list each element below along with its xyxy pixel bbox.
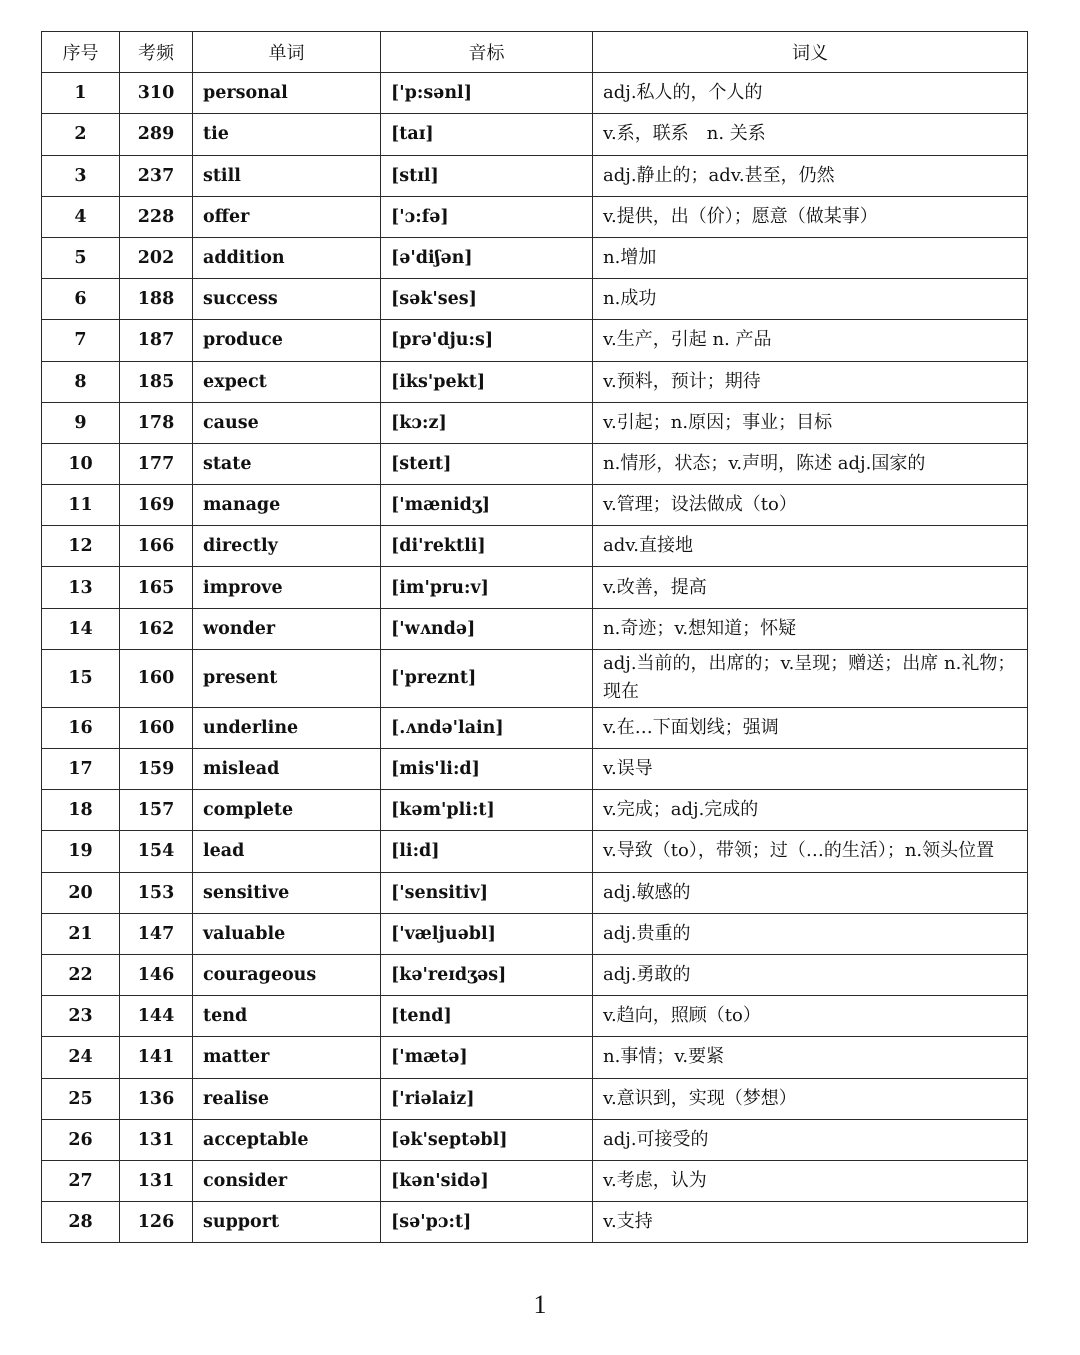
row-meaning: v.完成；adj.完成的 xyxy=(593,790,1028,831)
row-phonetic: [taɪ] xyxy=(381,114,593,155)
row-index: 14 xyxy=(42,608,120,649)
table-row xyxy=(42,567,1028,608)
row-phonetic: [kɔ:z] xyxy=(381,402,593,443)
table-row xyxy=(42,320,1028,361)
row-phonetic: ['væljuəbl] xyxy=(381,913,593,954)
row-index: 8 xyxy=(42,361,120,402)
row-word: tend xyxy=(193,996,381,1037)
row-meaning: v.趋向，照顾（to） xyxy=(593,996,1028,1037)
table-row xyxy=(42,649,1028,707)
row-frequency: 153 xyxy=(120,872,193,913)
row-frequency: 146 xyxy=(120,954,193,995)
table-row xyxy=(42,872,1028,913)
header-index: 序号 xyxy=(42,32,120,73)
row-word: expect xyxy=(193,361,381,402)
row-frequency: 160 xyxy=(120,707,193,748)
row-index: 24 xyxy=(42,1037,120,1078)
row-index: 28 xyxy=(42,1202,120,1243)
row-meaning: adj.当前的，出席的；v.呈现；赠送；出席 n.礼物；现在 xyxy=(593,649,1028,707)
row-word: state xyxy=(193,443,381,484)
row-frequency: 141 xyxy=(120,1037,193,1078)
row-frequency: 162 xyxy=(120,608,193,649)
row-word: courageous xyxy=(193,954,381,995)
row-index: 5 xyxy=(42,237,120,278)
row-frequency: 126 xyxy=(120,1202,193,1243)
row-meaning: v.误导 xyxy=(593,749,1028,790)
row-word: offer xyxy=(193,196,381,237)
row-index: 23 xyxy=(42,996,120,1037)
row-meaning: v.管理；设法做成（to） xyxy=(593,485,1028,526)
row-word: valuable xyxy=(193,913,381,954)
row-index: 21 xyxy=(42,913,120,954)
row-index: 4 xyxy=(42,196,120,237)
row-phonetic: [tend] xyxy=(381,996,593,1037)
table-row xyxy=(42,790,1028,831)
row-meaning: adj.勇敢的 xyxy=(593,954,1028,995)
row-index: 10 xyxy=(42,443,120,484)
row-index: 9 xyxy=(42,402,120,443)
row-phonetic: ['sensitiv] xyxy=(381,872,593,913)
table-row xyxy=(42,279,1028,320)
row-frequency: 237 xyxy=(120,155,193,196)
row-word: cause xyxy=(193,402,381,443)
row-phonetic: ['p:sənl] xyxy=(381,73,593,114)
table-row xyxy=(42,485,1028,526)
header-frequency: 考频 xyxy=(120,32,193,73)
table-row xyxy=(42,1078,1028,1119)
row-index: 19 xyxy=(42,831,120,872)
row-meaning: adj.私人的，个人的 xyxy=(593,73,1028,114)
row-word: support xyxy=(193,1202,381,1243)
header-meaning: 词义 xyxy=(593,32,1028,73)
row-meaning: adj.静止的；adv.甚至，仍然 xyxy=(593,155,1028,196)
table-row xyxy=(42,443,1028,484)
row-meaning: adj.可接受的 xyxy=(593,1119,1028,1160)
table-row xyxy=(42,954,1028,995)
row-phonetic: [ə'diʃən] xyxy=(381,237,593,278)
row-meaning: v.系，联系 n. 关系 xyxy=(593,114,1028,155)
row-index: 6 xyxy=(42,279,120,320)
row-phonetic: [mis'li:d] xyxy=(381,749,593,790)
row-word: lead xyxy=(193,831,381,872)
row-word: acceptable xyxy=(193,1119,381,1160)
row-meaning: adj.敏感的 xyxy=(593,872,1028,913)
row-word: underline xyxy=(193,707,381,748)
row-phonetic: ['wʌndə] xyxy=(381,608,593,649)
row-phonetic: ['preznt] xyxy=(381,649,593,707)
row-phonetic: [kəm'pli:t] xyxy=(381,790,593,831)
row-index: 3 xyxy=(42,155,120,196)
row-index: 20 xyxy=(42,872,120,913)
row-meaning: n.增加 xyxy=(593,237,1028,278)
row-meaning: v.提供，出（价）；愿意（做某事） xyxy=(593,196,1028,237)
table-row xyxy=(42,996,1028,1037)
row-phonetic: ['ɔ:fə] xyxy=(381,196,593,237)
row-index: 2 xyxy=(42,114,120,155)
vocabulary-table xyxy=(41,31,1028,1243)
table-body xyxy=(42,73,1028,1243)
row-word: present xyxy=(193,649,381,707)
row-word: addition xyxy=(193,237,381,278)
row-index: 7 xyxy=(42,320,120,361)
row-index: 17 xyxy=(42,749,120,790)
row-frequency: 187 xyxy=(120,320,193,361)
row-frequency: 166 xyxy=(120,526,193,567)
row-frequency: 159 xyxy=(120,749,193,790)
row-word: mislead xyxy=(193,749,381,790)
header-row xyxy=(42,32,1028,73)
row-meaning: v.意识到，实现（梦想） xyxy=(593,1078,1028,1119)
row-index: 11 xyxy=(42,485,120,526)
header-word: 单词 xyxy=(193,32,381,73)
table-row xyxy=(42,831,1028,872)
row-meaning: v.预料，预计；期待 xyxy=(593,361,1028,402)
row-word: complete xyxy=(193,790,381,831)
row-word: success xyxy=(193,279,381,320)
row-phonetic: [iks'pekt] xyxy=(381,361,593,402)
row-frequency: 188 xyxy=(120,279,193,320)
row-meaning: v.导致（to），带领；过（…的生活）；n.领头位置 xyxy=(593,831,1028,872)
row-word: improve xyxy=(193,567,381,608)
table-row xyxy=(42,1119,1028,1160)
row-frequency: 157 xyxy=(120,790,193,831)
table-row xyxy=(42,1160,1028,1201)
table-row xyxy=(42,707,1028,748)
row-phonetic: [kə'reɪdʒəs] xyxy=(381,954,593,995)
row-index: 1 xyxy=(42,73,120,114)
table-row xyxy=(42,608,1028,649)
row-meaning: v.改善，提高 xyxy=(593,567,1028,608)
row-phonetic: [im'pru:v] xyxy=(381,567,593,608)
row-index: 18 xyxy=(42,790,120,831)
table-row xyxy=(42,237,1028,278)
row-index: 15 xyxy=(42,649,120,707)
row-phonetic: [di'rektli] xyxy=(381,526,593,567)
row-phonetic: [prə'dju:s] xyxy=(381,320,593,361)
row-frequency: 169 xyxy=(120,485,193,526)
row-frequency: 160 xyxy=(120,649,193,707)
row-word: directly xyxy=(193,526,381,567)
table-row xyxy=(42,114,1028,155)
row-frequency: 178 xyxy=(120,402,193,443)
row-index: 12 xyxy=(42,526,120,567)
table-row xyxy=(42,196,1028,237)
row-frequency: 131 xyxy=(120,1119,193,1160)
row-index: 27 xyxy=(42,1160,120,1201)
row-frequency: 165 xyxy=(120,567,193,608)
table-row xyxy=(42,1202,1028,1243)
row-phonetic: [.ʌndə'lain] xyxy=(381,707,593,748)
row-frequency: 310 xyxy=(120,73,193,114)
row-word: produce xyxy=(193,320,381,361)
row-phonetic: ['mænidʒ] xyxy=(381,485,593,526)
row-meaning: adv.直接地 xyxy=(593,526,1028,567)
table-row xyxy=(42,913,1028,954)
row-frequency: 147 xyxy=(120,913,193,954)
row-meaning: n.奇迹；v.想知道；怀疑 xyxy=(593,608,1028,649)
row-phonetic: [stɪl] xyxy=(381,155,593,196)
row-word: consider xyxy=(193,1160,381,1201)
row-phonetic: ['riəlaiz] xyxy=(381,1078,593,1119)
row-phonetic: [steɪt] xyxy=(381,443,593,484)
row-phonetic: ['mætə] xyxy=(381,1037,593,1078)
row-frequency: 131 xyxy=(120,1160,193,1201)
row-index: 13 xyxy=(42,567,120,608)
row-frequency: 144 xyxy=(120,996,193,1037)
row-phonetic: [ək'septəbl] xyxy=(381,1119,593,1160)
row-frequency: 177 xyxy=(120,443,193,484)
row-word: tie xyxy=(193,114,381,155)
row-frequency: 289 xyxy=(120,114,193,155)
table-row xyxy=(42,402,1028,443)
row-phonetic: [kən'sidə] xyxy=(381,1160,593,1201)
table-row xyxy=(42,73,1028,114)
row-meaning: v.支持 xyxy=(593,1202,1028,1243)
row-meaning: v.在…下面划线；强调 xyxy=(593,707,1028,748)
row-meaning: n.事情；v.要紧 xyxy=(593,1037,1028,1078)
row-meaning: n.成功 xyxy=(593,279,1028,320)
table-row xyxy=(42,155,1028,196)
row-frequency: 185 xyxy=(120,361,193,402)
row-meaning: adj.贵重的 xyxy=(593,913,1028,954)
row-word: realise xyxy=(193,1078,381,1119)
row-meaning: v.生产，引起 n. 产品 xyxy=(593,320,1028,361)
row-meaning: n.情形，状态；v.声明，陈述 adj.国家的 xyxy=(593,443,1028,484)
row-frequency: 202 xyxy=(120,237,193,278)
page-number: 1 xyxy=(533,1290,547,1319)
table-row xyxy=(42,1037,1028,1078)
row-frequency: 228 xyxy=(120,196,193,237)
row-phonetic: [sə'pɔ:t] xyxy=(381,1202,593,1243)
row-phonetic: [sək'ses] xyxy=(381,279,593,320)
row-phonetic: [li:d] xyxy=(381,831,593,872)
table-row xyxy=(42,749,1028,790)
row-index: 25 xyxy=(42,1078,120,1119)
row-meaning: v.引起；n.原因；事业；目标 xyxy=(593,402,1028,443)
row-word: wonder xyxy=(193,608,381,649)
row-index: 26 xyxy=(42,1119,120,1160)
row-word: still xyxy=(193,155,381,196)
row-frequency: 154 xyxy=(120,831,193,872)
row-frequency: 136 xyxy=(120,1078,193,1119)
row-meaning: v.考虑，认为 xyxy=(593,1160,1028,1201)
table-row xyxy=(42,526,1028,567)
row-index: 16 xyxy=(42,707,120,748)
row-word: sensitive xyxy=(193,872,381,913)
row-word: matter xyxy=(193,1037,381,1078)
header-phonetic: 音标 xyxy=(381,32,593,73)
row-index: 22 xyxy=(42,954,120,995)
row-word: manage xyxy=(193,485,381,526)
table-row xyxy=(42,361,1028,402)
row-word: personal xyxy=(193,73,381,114)
